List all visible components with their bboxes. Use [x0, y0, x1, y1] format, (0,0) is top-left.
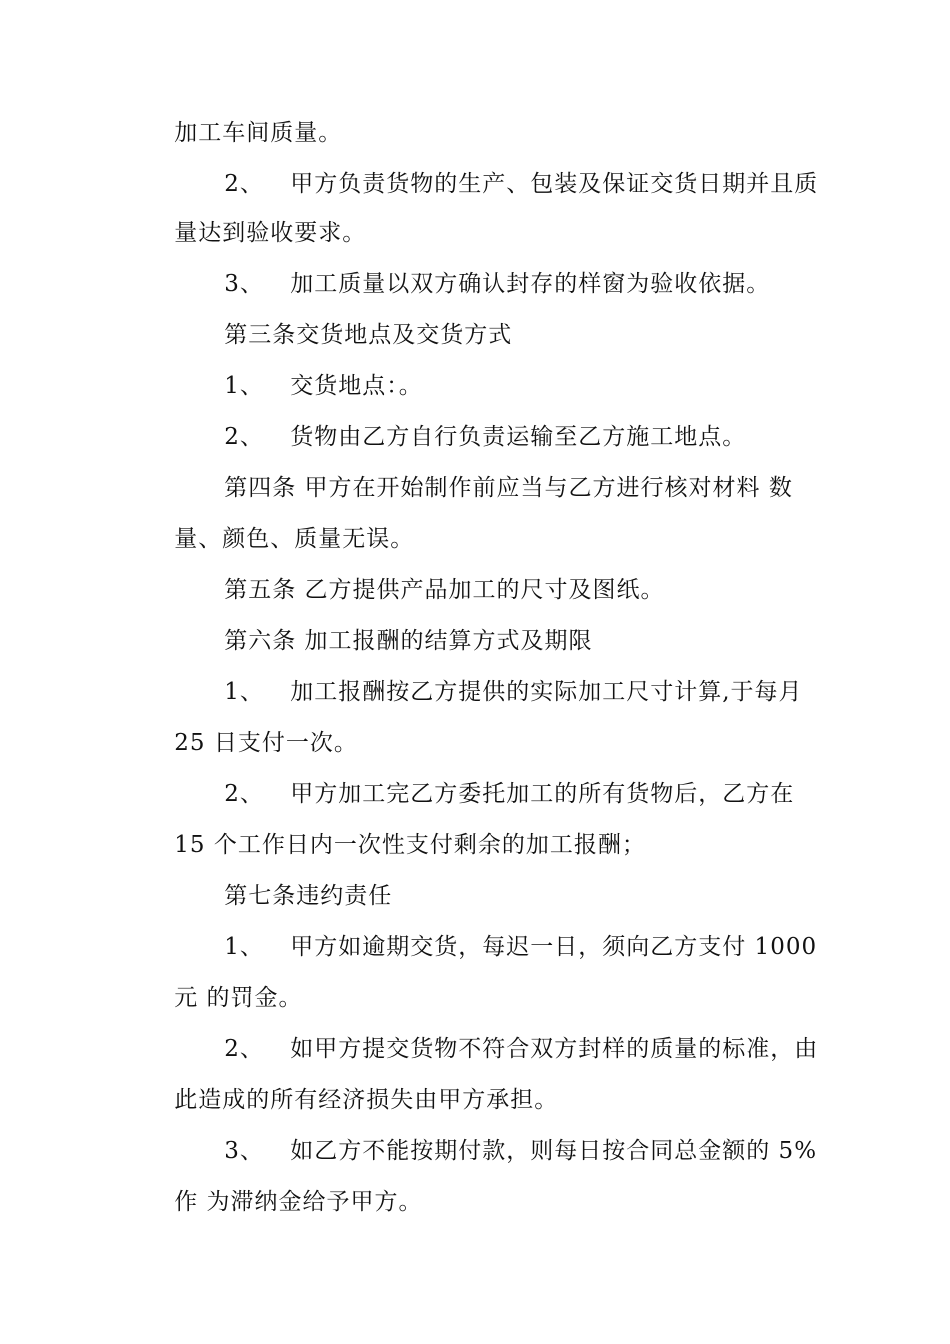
- line-text: 第七条违约责任: [224, 883, 393, 909]
- item-number: 3、: [224, 1138, 264, 1164]
- item-number: 2、: [224, 781, 264, 807]
- line-text: 量、颜色、质量无误。: [174, 526, 415, 552]
- line-text: 货物由乙方自行负责运输至乙方施工地点。: [290, 424, 747, 450]
- line-text: 加工质量以双方确认封存的样窗为验收依据。: [290, 271, 771, 297]
- line-text: 15 个工作日内一次性支付剩余的加工报酬；: [174, 832, 646, 858]
- item-number: 2、: [224, 171, 264, 197]
- line-text: 第五条 乙方提供产品加工的尺寸及图纸。: [224, 577, 665, 603]
- line-text: 如乙方不能按期付款，则每日按合同总金额的 5%: [290, 1138, 818, 1164]
- item-number: 1、: [224, 679, 264, 705]
- text-line: [141, 1157, 423, 1247]
- line-text: 此造成的所有经济损失由甲方承担。: [174, 1087, 559, 1113]
- item-number: 1、: [224, 373, 264, 399]
- line-text: 第六条 加工报酬的结算方式及期限: [224, 628, 593, 654]
- item-number: 2、: [224, 1036, 264, 1062]
- line-text: 甲方负责货物的生产、包装及保证交货日期并且质: [290, 171, 819, 197]
- item-number: 2、: [224, 424, 264, 450]
- line-text: 甲方如逾期交货，每迟一日，须向乙方支付 1000: [290, 934, 818, 960]
- line-text: 量达到验收要求。: [174, 220, 367, 246]
- line-text: 25 日支付一次。: [174, 730, 358, 756]
- line-text: 甲方加工完乙方委托加工的所有货物后，乙方在: [290, 781, 795, 807]
- line-text: 作 为滞纳金给予甲方。: [174, 1189, 423, 1215]
- line-text: 如甲方提交货物不符合双方封样的质量的标准，由: [290, 1036, 819, 1062]
- line-text: 第三条交货地点及交货方式: [224, 322, 513, 348]
- line-text: 交货地点：。: [290, 373, 423, 399]
- line-text: 加工车间质量。: [174, 120, 343, 146]
- line-text: 元 的罚金。: [174, 985, 303, 1011]
- item-number: 3、: [224, 271, 264, 297]
- line-text: 第四条 甲方在开始制作前应当与乙方进行核对材料 数: [224, 475, 793, 501]
- item-number: 1、: [224, 934, 264, 960]
- line-text: 加工报酬按乙方提供的实际加工尺寸计算,于每月: [290, 679, 803, 705]
